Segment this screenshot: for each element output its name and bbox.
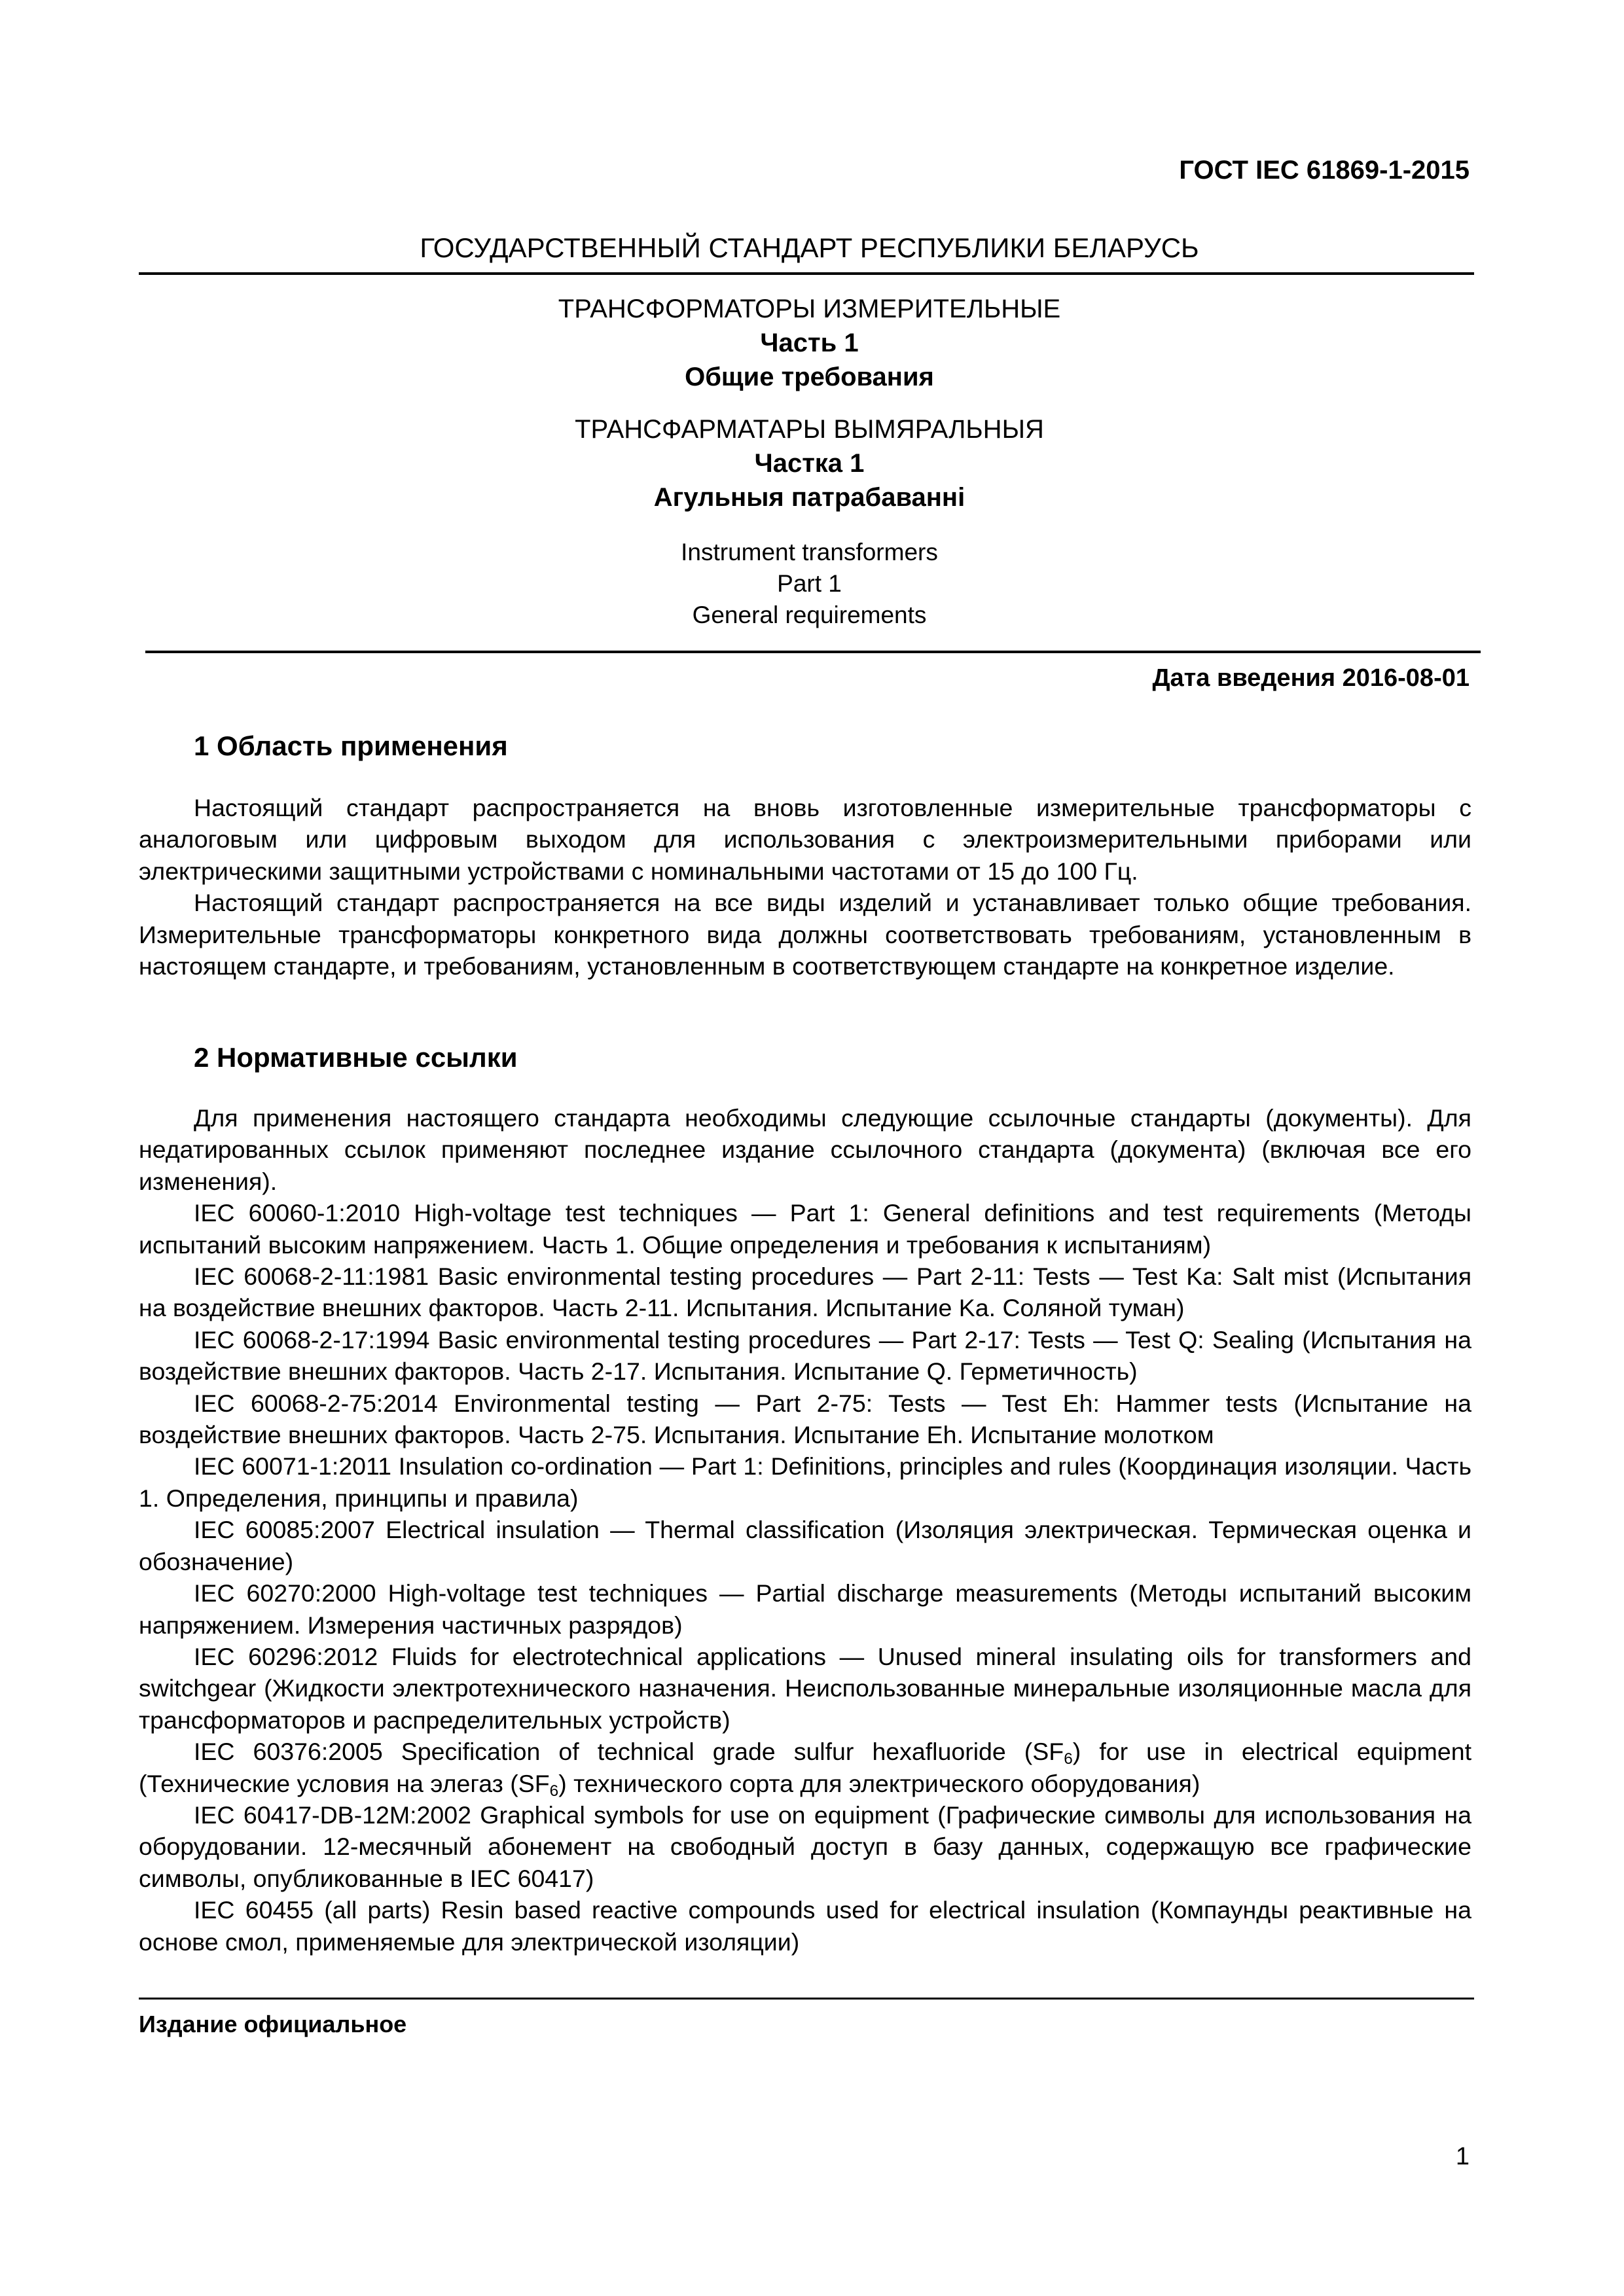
section-2-body [139,1102,1471,1958]
reference-item: IEC 60455 (all parts) Resin based reactive compounds used for electrical insulation (Компаунды реактивные на основе смол, применяемые для электрической изоляции) [139,1896,1471,1956]
title-be-line3: Агульныя патрабаванні [653,483,965,512]
reference-item: IEC 60068-2-11:1981 Basic environmental testing procedures — Part 2-11: Tests — Test Ka: Salt mist (Испытания на воздействие внешних факторов. Часть 2-11. Испытания. Испытание Ka. Соляной туман) [139,1263,1471,1322]
reference-item: IEC 60060-1:2010 High-voltage test techniques — Part 1: General definitions and test requirements (Методы испытаний высоким напряжением. Часть 1. Общие определения и требования к испытаниям) [139,1199,1471,1259]
reference-item: IEC 60068-2-75:2014 Environmental testing — Part 2-75: Tests — Test Eh: Hammer tests (Испытание на воздействие внешних факторов. Часть 2-75. Испытания. Испытание Eh. Испытание молотком [139,1389,1471,1449]
reference-item: IEC 60296:2012 Fluids for electrotechnical applications — Unused mineral insulating oils for transformers and switchgear (Жидкости электротехнического назначения. Неиспользованные минеральные изоляционные масла для трансформаторов и распределительных устройств) [139,1642,1471,1734]
section-1-body [139,792,1471,982]
title-belarusian [139,412,1480,514]
reference-item: IEC 60071-1:2011 Insulation co-ordination — Part 1: Definitions, principles and rules (Координация изоляции. Часть 1. Определения, принципы и правила) [139,1452,1471,1512]
reference-item-sf6: IEC 60376:2005 Specification of technical grade sulfur hexafluoride $(SF_6)$ for use in electrical equipment (Технические условия на элегаз $(SF_6)$ технического сорта для электрического оборудования) [139,1738,1471,1800]
top-rule [139,272,1474,275]
title-be-line1: ТРАНСФАРМАТАРЫ ВЫМЯРАЛЬНЫЯ [575,415,1044,444]
document-code: ГОСТ IEC 61869-1-2015 [1179,156,1470,185]
title-english [139,537,1480,631]
title-en-line1: Instrument transformers [681,539,938,565]
title-russian [139,292,1480,394]
section-2-heading: 2 Нормативные ссылки [194,1042,518,1073]
paragraph: Для применения настоящего стандарта необходимы следующие ссылочные стандарты (документы). Для недатированных ссылок применяют последнее издание ссылочного стандарта (документа) (включая все его изменения). [139,1104,1471,1195]
paragraph: Настоящий стандарт распространяется на вновь изготовленные измерительные трансформаторы с аналоговым или цифровым выходом для использования с электроизмерительными приборами или электрическими защитными устройствами с номинальными частотами от 15 до 100 Гц. [139,794,1471,885]
title-en-line3: General requirements [692,601,927,628]
title-be-line2: Частка 1 [754,449,865,478]
page-number: 1 [1455,2143,1470,2170]
reference-item: IEC 60417-DB-12M:2002 Graphical symbols for use on equipment (Графические символы для использования на оборудовании. 12-месячный абонемент на свободный доступ в базу данных, содержащую все графические символы, опубликованные в IEC 60417) [139,1801,1471,1892]
official-edition-note: Издание официальное [139,2011,407,2037]
title-ru-line3: Общие требования [685,363,934,391]
title-ru-line2: Часть 1 [760,329,859,357]
reference-item: IEC 60270:2000 High-voltage test techniques — Partial discharge measurements (Методы испытаний высоким напряжением. Измерения частичных разрядов) [139,1579,1471,1639]
paragraph: Настоящий стандарт распространяется на все виды изделий и устанавливает только общие требования. Измерительные трансформаторы конкретного вида должны соответствовать требованиям, установленным в настоящем стандарте, и требованиям, установленным в соответствующем стандарте на конкретное изделие. [139,889,1471,980]
state-standard-title: ГОСУДАРСТВЕННЫЙ СТАНДАРТ РЕСПУБЛИКИ БЕЛАРУСЬ [420,232,1199,263]
title-en-line2: Part 1 [777,570,842,597]
title-bottom-rule [145,651,1481,653]
footer-rule [139,1998,1474,2000]
title-ru-line1: ТРАНСФОРМАТОРЫ ИЗМЕРИТЕЛЬНЫЕ [558,295,1061,323]
reference-item: IEC 60068-2-17:1994 Basic environmental testing procedures — Part 2-17: Tests — Test Q: Sealing (Испытания на воздействие внешних факторов. Часть 2-17. Испытания. Испытание Q. Герметичность) [139,1325,1471,1386]
reference-item: IEC 60085:2007 Electrical insulation — Thermal classification (Изоляция электрическая. Термическая оценка и обозначение) [139,1516,1471,1575]
introduction-date: Дата введения 2016-08-01 [1152,664,1470,692]
section-1-heading: 1 Область применения [194,730,508,761]
